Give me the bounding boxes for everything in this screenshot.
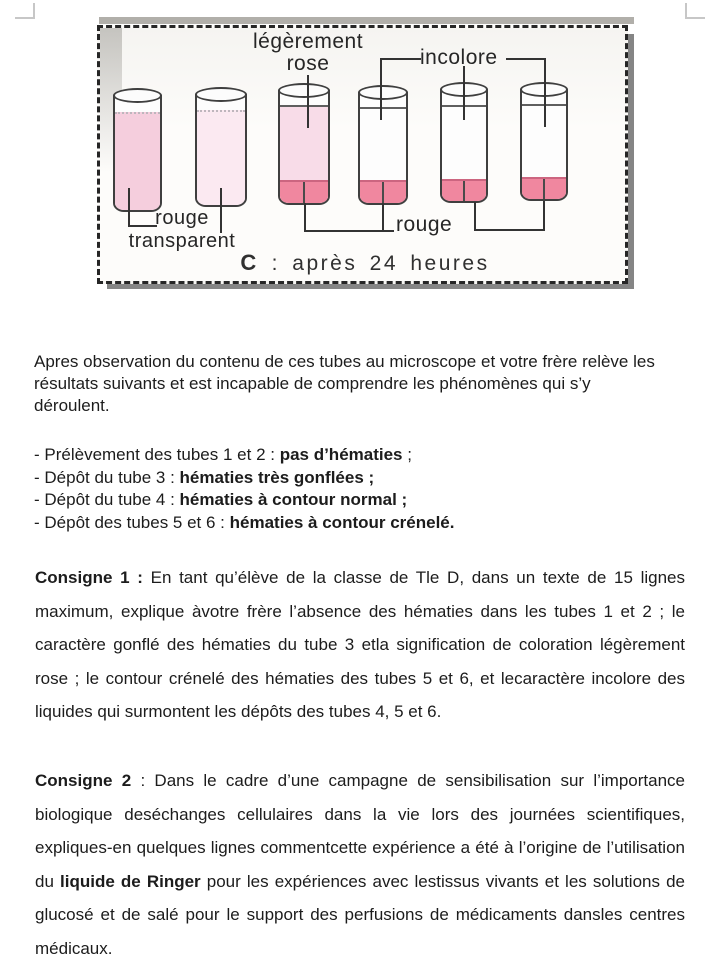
observation-bold: pas d’hématies [279,445,403,464]
tube-deposit [442,179,486,201]
observation-text: ; [402,445,412,464]
connector-line [303,182,305,203]
observation-text: - Prélèvement des tubes 1 et 2 : [34,445,280,464]
observation-item [34,444,684,467]
connector-line [380,58,382,120]
tube-body [278,90,330,205]
test-tube-1 [113,88,162,212]
label-colorless: incolore [420,46,498,69]
label-red: rouge [396,213,453,236]
intro-paragraph: Apres observation du contenu de ces tubes au microscope et votre frère relève les résultats suivants et est incapable de comprendre les phénomènes qui s’y déroulent. [34,352,655,415]
test-tube-4 [358,85,408,205]
connector-line [307,75,309,128]
observation-item [34,489,684,512]
observations-list [34,444,684,534]
ringer-bold-phrase: liquide de Ringer [60,871,201,891]
page-corner-mark-right [685,3,705,19]
observation-text: - Dépôt des tubes 5 et 6 : [34,512,230,532]
liquid-surface [197,110,245,112]
consigne-2-paragraph [35,764,685,957]
observation-text: - Dépôt du tube 4 : [34,490,180,509]
tube-rim [113,88,162,103]
label-slightly-pink: légèrement rose [252,30,364,75]
connector-line [304,203,306,232]
connector-line [544,58,546,127]
label-red-transparent: rouge transparent [128,207,236,252]
consigne-1-paragraph [35,561,685,729]
consigne-1-label: Consigne 1 : [35,568,143,587]
tube-deposit [280,180,328,203]
connector-line [506,58,544,60]
tube-body [113,95,162,212]
observation-item [34,512,684,535]
observation-bold: hématies très gonflées ; [179,467,375,487]
observation-item [34,467,684,490]
consigne-2-text: : Dans le cadre d’une campagne de sensibilisation sur l’importance biologique deséchanges cellulaires dans la vie lors des journées scientifiques, expliques-en quelques lignes commentcette expérience a été à l’origine de l’utilisation du [35,771,686,891]
tube-rim [278,83,330,98]
connector-line [304,230,394,232]
test-tube-3 [278,83,330,205]
connector-line [382,182,384,203]
tube-rim [358,85,408,100]
liquid-surface [115,112,160,114]
consigne-2-text: pour les expériences avec lestissus vivants et les solutions de glucosé et de salé pour le support des perfusions de médicaments dansles centres médicaux. [35,871,685,957]
connector-line [380,58,421,60]
consigne-2-label: Consigne 2 [35,771,132,790]
connector-line [463,181,465,201]
figure-caption [160,250,570,276]
tube-liquid [115,112,160,210]
tube-deposit [360,180,406,203]
connector-line [474,202,476,231]
page-corner-mark-left [15,3,35,19]
liquid-surface [360,107,406,109]
figure-caption-letter: C [240,250,260,275]
scan-edge-bar [99,17,634,24]
consigne-1-text: En tant qu’élève de la classe de Tle D, dans un texte de 15 lignes maximum, explique àvotre frère l’absence des hématies dans les tubes 1 et 2 ; le caractère gonflé des hématies du tube 3 etla signification de coloration légèrement rose ; le contour crénelé des hématies des tubes 5 et 6, et lecaractère incolore des liquides qui surmontent les dépôts des tubes 4, 5 et 6. [35,568,685,721]
connector-line [474,229,545,231]
figure-caption-text: : après 24 heures [259,252,490,275]
connector-line [463,66,465,120]
observation-bold: hématies à contour crénelé. [229,512,455,532]
connector-line [543,201,545,231]
experiment-figure [97,25,628,284]
observation-bold: hématies à contour normal ; [179,490,408,509]
tube-deposit [522,177,566,199]
connector-line [382,203,384,232]
observation-text: - Dépôt du tube 3 : [34,467,180,487]
connector-line [543,179,545,199]
tube-rim [195,87,247,102]
liquid-surface [280,105,328,107]
tube-body [358,92,408,205]
